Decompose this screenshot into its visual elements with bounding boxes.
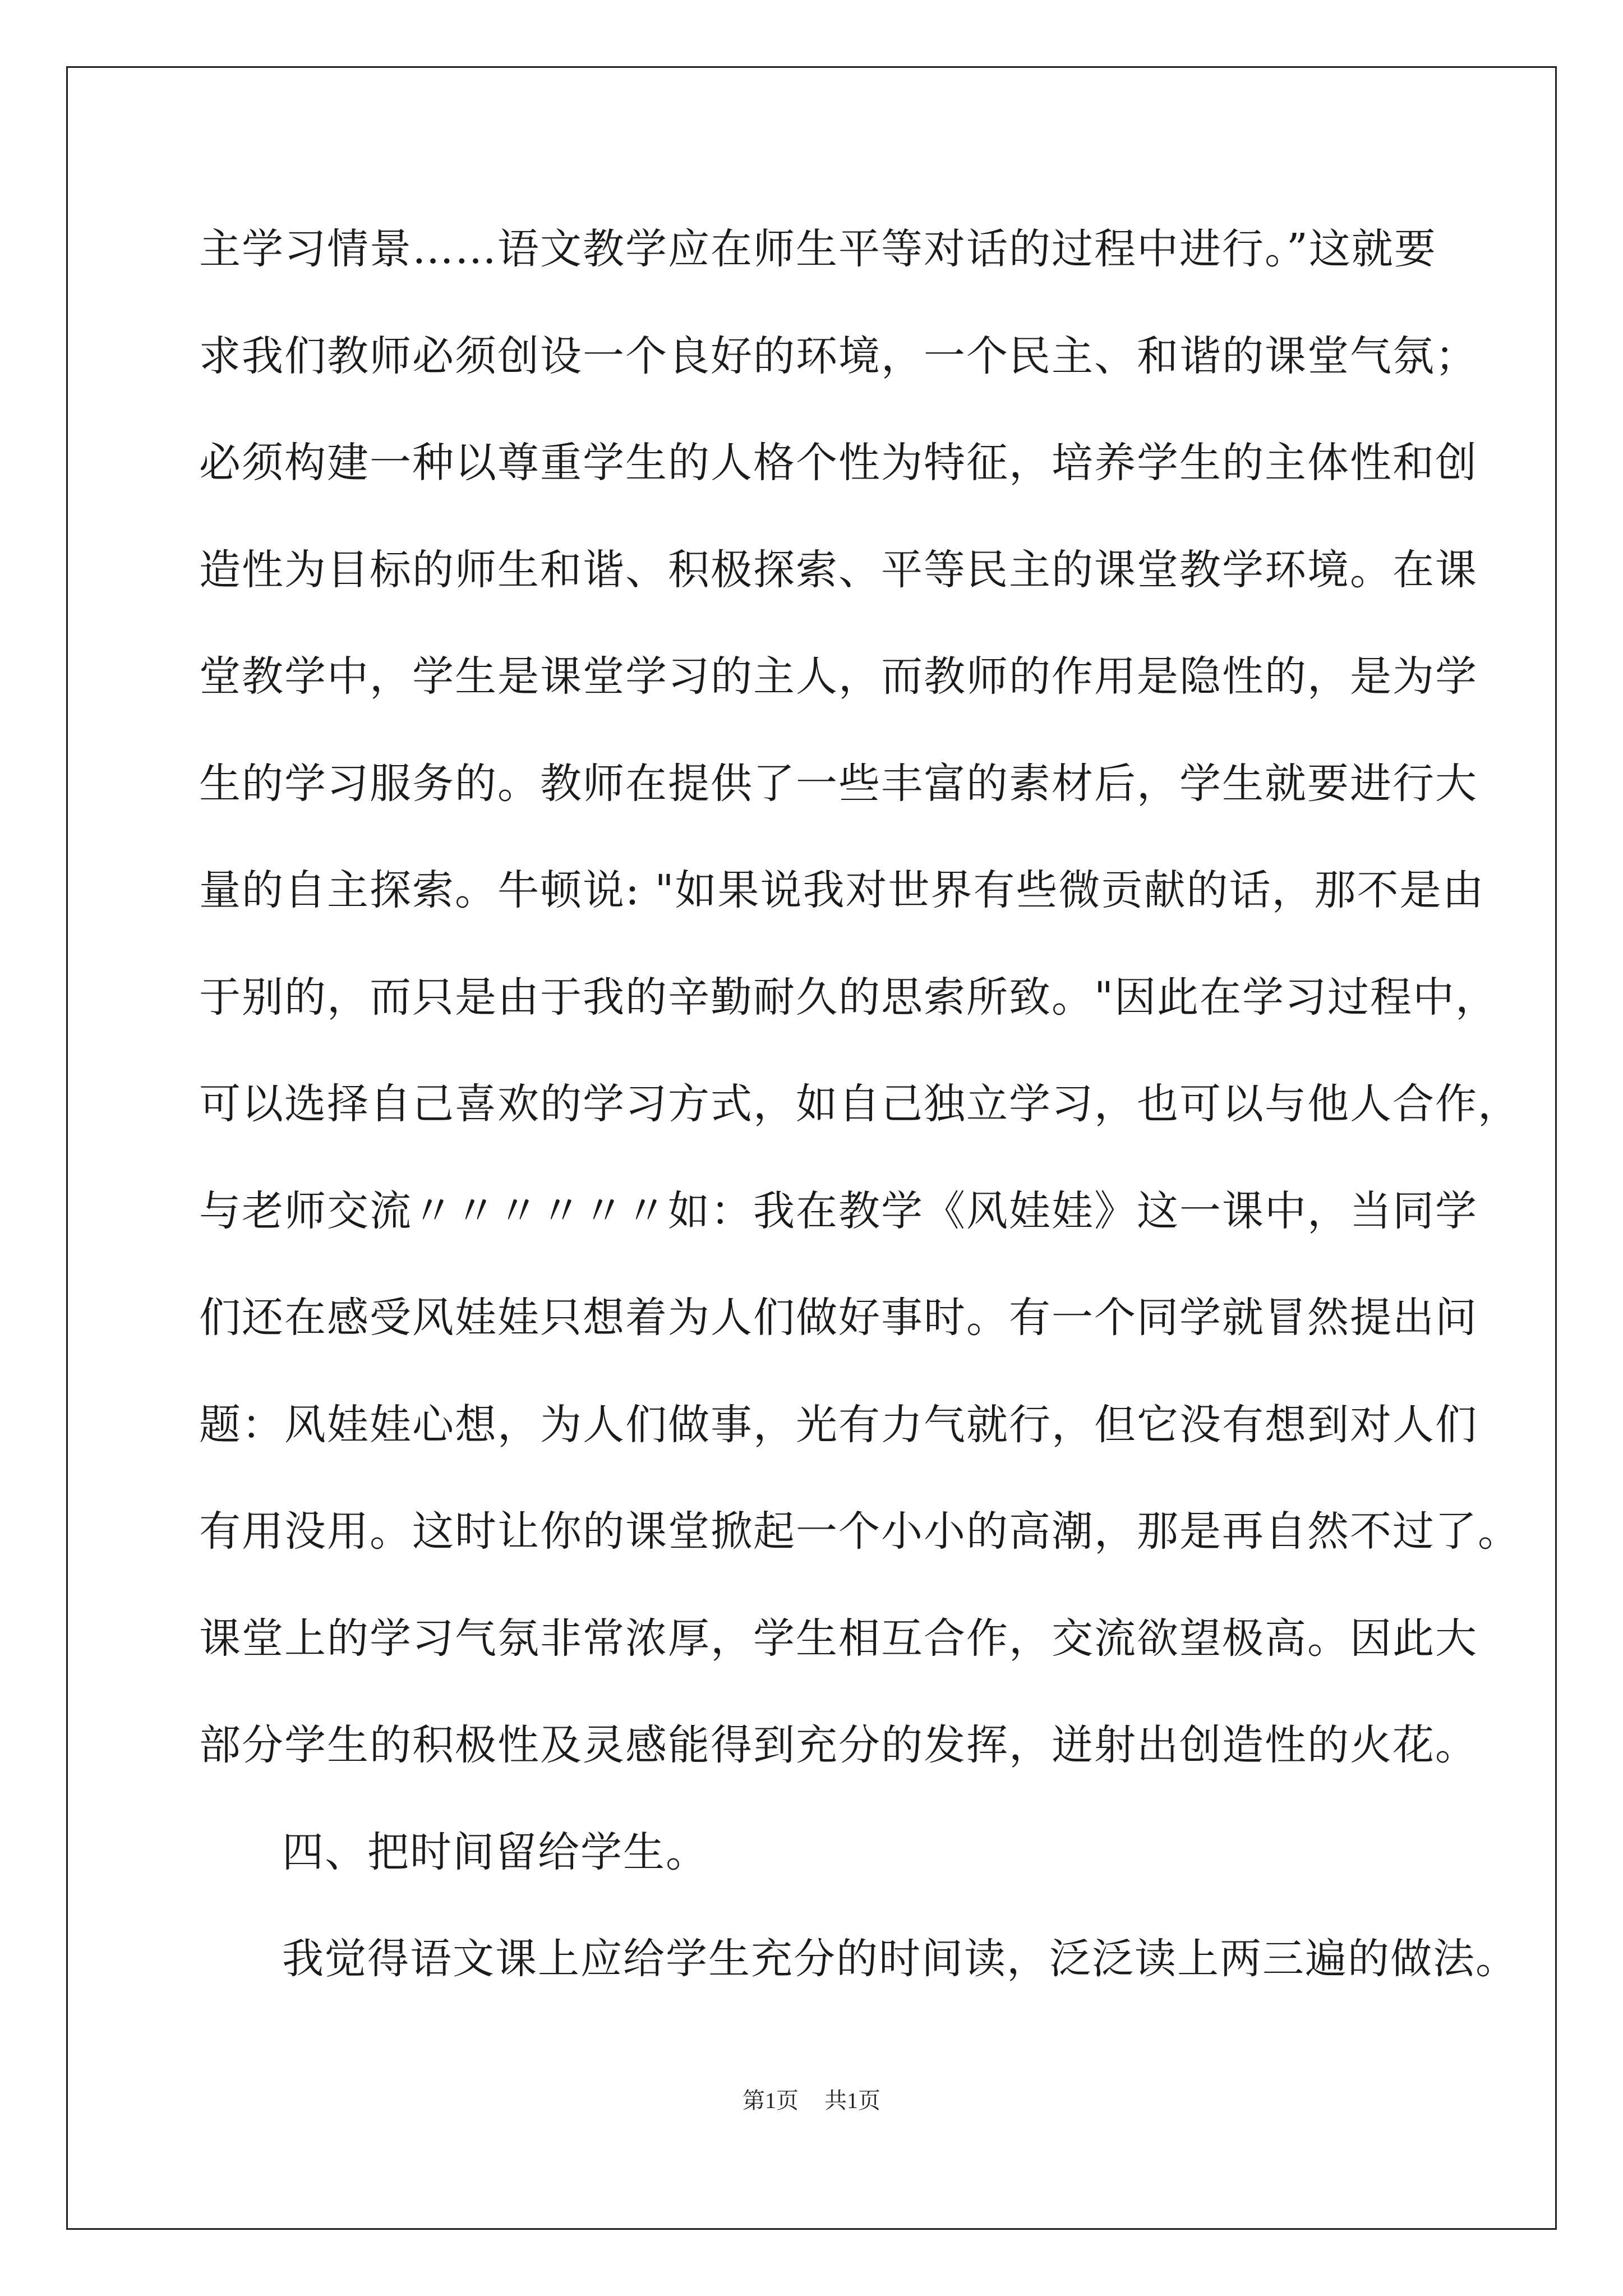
- text-line: 题：风娃娃心想，为人们做事，光有力气就行，但它没有想到对人们: [199, 1400, 1478, 1449]
- section-heading: 四、把时间留给学生。: [282, 1828, 708, 1876]
- text-line: 生的学习服务的。教师在提供了一些丰富的素材后，学生就要进行大: [199, 759, 1478, 808]
- text-line: 可以选择自己喜欢的学习方式，如自己独立学习，也可以与他人合作，: [199, 1080, 1520, 1128]
- page-number: 第1页: [743, 2088, 799, 2113]
- text-line: 课堂上的学习气氛非常浓厚，学生相互合作，交流欲望极高。因此大: [199, 1614, 1478, 1663]
- text-line: 求我们教师必须创设一个良好的环境，一个民主、和谐的课堂气氛；: [199, 332, 1478, 380]
- text-line: 有用没用。这时让你的课堂掀起一个小小的高潮，那是再自然不过了。: [199, 1507, 1520, 1556]
- text-line: 部分学生的积极性及灵感能得到充分的发挥，迸射出创造性的火花。: [199, 1721, 1478, 1769]
- text-line: 量的自主探索。牛顿说: "如果说我对世界有些微贡献的话，那不是由: [199, 866, 1485, 914]
- text-line: 造性为目标的师生和谐、积极探索、平等民主的课堂教学环境。在课: [199, 545, 1478, 594]
- text-line: 堂教学中，学生是课堂学习的主人，而教师的作用是隐性的，是为学: [199, 652, 1478, 701]
- paragraph-line: 我觉得语文课上应给学生充分的时间读，泛泛读上两三遍的做法。: [282, 1935, 1518, 1983]
- text-line: 与老师交流〃〃〃〃〃〃如：我在教学《风娃娃》这一课中，当同学: [199, 1186, 1478, 1235]
- page-footer: [0, 2084, 1623, 2118]
- text-line: 主学习情景……语文教学应在师生平等对话的过程中进行。”这就要: [199, 225, 1437, 273]
- text-line: 必须构建一种以尊重学生的人格个性为特征，培养学生的主体性和创: [199, 439, 1478, 487]
- document-body: [199, 215, 1520, 2032]
- text-line: 于别的，而只是由于我的辛勤耐久的思索所致。"因此在学习过程中，: [199, 973, 1498, 1022]
- text-line: 们还在感受风娃娃只想着为人们做好事时。有一个同学就冒然提出问: [199, 1294, 1478, 1342]
- page-total: 共1页: [824, 2088, 880, 2113]
